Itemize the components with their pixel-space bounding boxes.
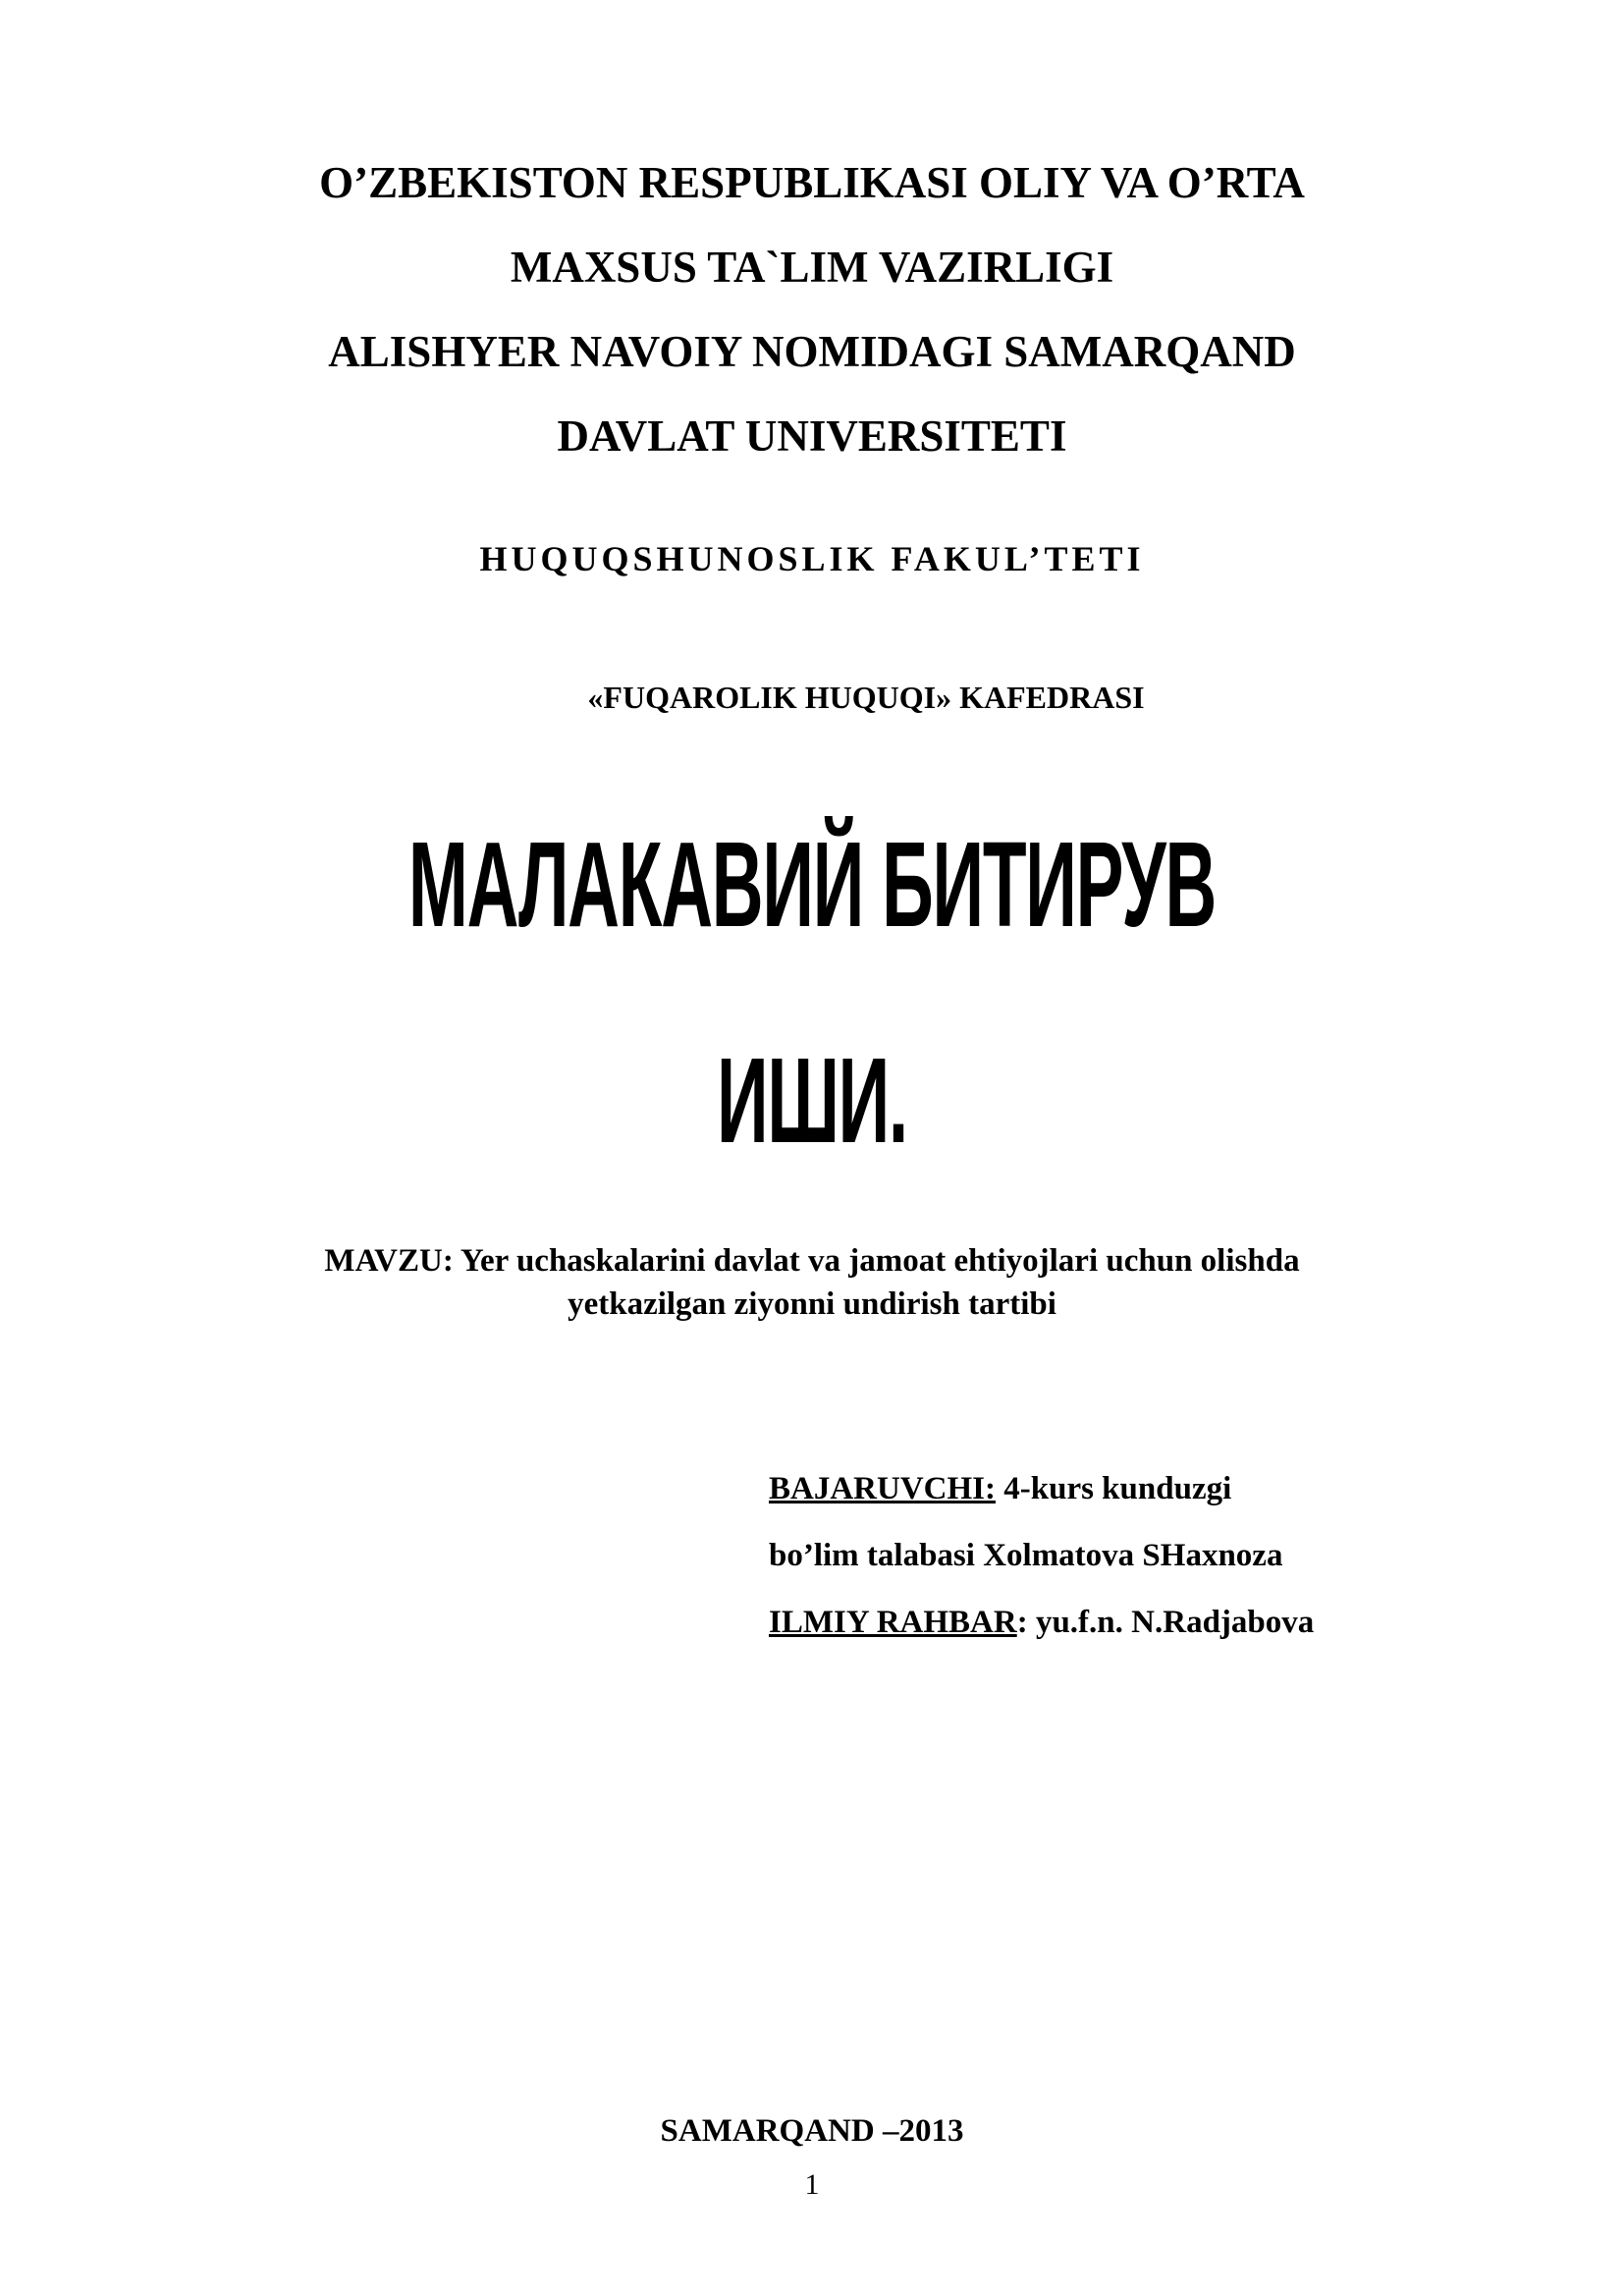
advisor-line	[769, 1589, 1314, 1656]
ministry-line-2: MAXSUS TA`LIM VAZIRLIGI	[510, 243, 1114, 292]
faculty-name: HUQUQSHUNOSLIK FAKUL’TETI	[479, 539, 1145, 578]
university-line-1: ALISHYER NAVOIY NOMIDAGI SAMARQAND	[328, 327, 1296, 376]
thesis-title-line-2: ИШИ.	[716, 1032, 908, 1170]
performer-label: BAJARUVCHI:	[769, 1471, 996, 1506]
university-line-2: DAVLAT UNIVERSITETI	[557, 411, 1067, 461]
author-block	[769, 1455, 1314, 1656]
performer-value: 4-kurs kunduzgi	[996, 1471, 1232, 1506]
topic-line-2: yetkazilgan ziyonni undirish tartibi	[568, 1286, 1056, 1322]
performer-line	[769, 1455, 1314, 1522]
department-name: «FUQAROLIK HUQUQI» KAFEDRASI	[587, 680, 1145, 715]
page-number: 1	[804, 2168, 820, 2201]
thesis-title-line-1: МАЛАКАВИЙ БИТИРУВ	[407, 816, 1217, 954]
advisor-value: : yu.f.n. N.Radjabova	[1016, 1605, 1315, 1640]
city-year: SAMARQAND –2013	[660, 2113, 964, 2149]
advisor-label: ILMIY RAHBAR	[769, 1605, 1017, 1640]
topic-line-1: MAVZU: Yer uchaskalarini davlat va jamoat ehtiyojlari uchun olishda	[324, 1243, 1300, 1279]
ministry-line-1: O’ZBEKISTON RESPUBLIKASI OLIY VA O’RTA	[319, 158, 1305, 207]
performer-line-2: bo’lim talabasi Xolmatova SHaxnoza	[769, 1538, 1283, 1573]
